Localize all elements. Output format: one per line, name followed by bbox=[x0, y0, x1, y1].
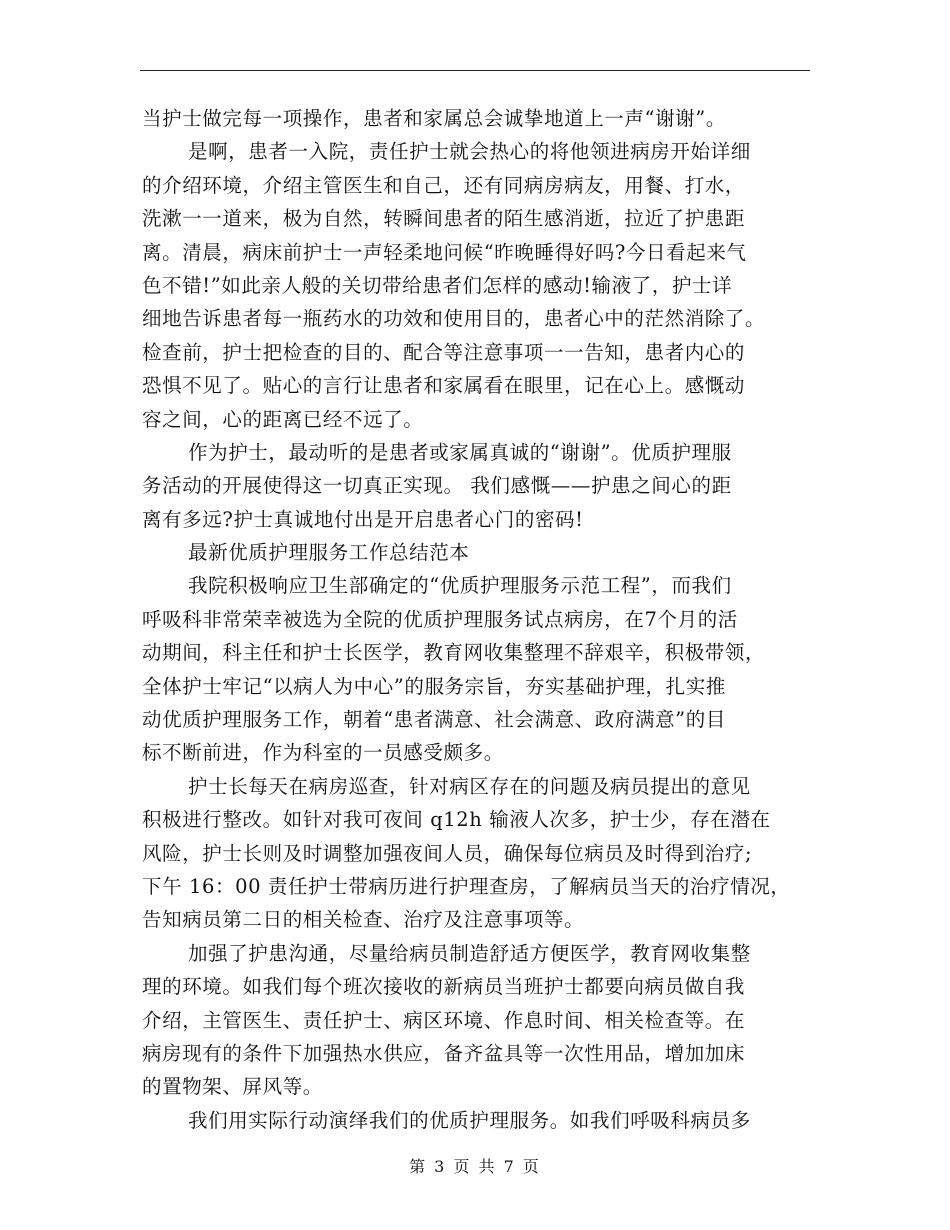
text-line: 的置物架、屏风等。 bbox=[142, 1075, 323, 1099]
text-line: 积极进行整改。如针对我可夜间 q12h 输液人次多，护士少，存在潜在 bbox=[142, 808, 771, 832]
text-line: 离有多远?护士真诚地付出是开启患者心门的密码! bbox=[142, 507, 584, 531]
text-line: 务活动的开展使得这一切真正实现。 我们感慨——护患之间心的距 bbox=[142, 474, 732, 498]
text-line: 是啊，患者一入院，责任护士就会热心的将他领进病房开始详细 bbox=[188, 140, 751, 164]
paragraph bbox=[142, 135, 812, 436]
text-line: 作为护士，最动听的是患者或家属真诚的“谢谢”。优质护理服 bbox=[188, 440, 732, 464]
text-line: 洗漱一一道来，极为自然，转瞬间患者的陌生感消逝，拉近了护患距 bbox=[142, 207, 746, 231]
text-line: 色不错!”如此亲人般的关切带给患者们怎样的感动!输液了，护士详 bbox=[142, 273, 733, 297]
text-line: 我院积极响应卫生部确定的“优质护理服务示范工程”，而我们 bbox=[188, 574, 732, 598]
text-line: 离。清晨，病床前护士一声轻柔地问候“昨晚睡得好吗?今日看起来气 bbox=[142, 240, 747, 264]
document-body bbox=[142, 102, 812, 1137]
text-line: 风险，护士长则及时调整加强夜间人员，确保每位病员及时得到治疗; bbox=[142, 841, 753, 865]
text-line: 恐惧不见了。贴心的言行让患者和家属看在眼里，记在心上。感慨动 bbox=[142, 374, 746, 398]
text-line: 理的环境。如我们每个班次接收的新病员当班护士都要向病员做自我 bbox=[142, 975, 746, 999]
paragraph bbox=[142, 436, 812, 536]
text-line: 我们用实际行动演绎我们的优质护理服务。如我们呼吸科病员多 bbox=[188, 1108, 751, 1132]
text-line: 全体护士牢记“以病人为中心”的服务宗旨，夯实基础护理，扎实推 bbox=[142, 674, 726, 698]
paragraph bbox=[142, 937, 812, 1104]
paragraph bbox=[142, 770, 812, 937]
text-line: 的介绍环境，介绍主管医生和自己，还有同病房病友，用餐、打水， bbox=[142, 173, 746, 197]
text-line: 动优质护理服务工作，朝着“患者满意、社会满意、政府满意”的目 bbox=[142, 708, 726, 732]
paragraph bbox=[142, 569, 812, 769]
paragraph bbox=[142, 1104, 812, 1137]
text-line: 细地告诉患者每一瓶药水的功效和使用目的，患者心中的茫然消除了。 bbox=[142, 307, 766, 331]
header-rule bbox=[140, 70, 810, 71]
text-line: 检查前，护士把检查的目的、配合等注意事项一一告知，患者内心的 bbox=[142, 340, 746, 364]
text-line: 告知病员第二日的相关检查、治疗及注意事项等。 bbox=[142, 908, 585, 932]
text-line: 当护士做完每一项操作，患者和家属总会诚挚地道上一声“谢谢”。 bbox=[142, 107, 726, 130]
page-number-label: 第 3 页 共 7 页 bbox=[409, 1157, 541, 1176]
text-line: 标不断前进，作为科室的一员感受颇多。 bbox=[142, 741, 504, 765]
page-footer bbox=[0, 1154, 950, 1177]
text-line: 最新优质护理服务工作总结范本 bbox=[188, 541, 470, 565]
text-line: 加强了护患沟通，尽量给病员制造舒适方便医学，教育网收集整 bbox=[188, 941, 751, 965]
text-line: 动期间，科主任和护士长医学，教育网收集整理不辞艰辛，积极带领， bbox=[142, 641, 766, 665]
text-line: 下午 16：00 责任护士带病历进行护理查房，了解病员当天的治疗情况， bbox=[142, 874, 791, 898]
text-line: 护士长每天在病房巡查，针对病区存在的问题及病员提出的意见 bbox=[188, 774, 751, 798]
text-line: 介绍，主管医生、责任护士、病区环境、作息时间、相关检查等。在 bbox=[142, 1008, 746, 1032]
paragraph bbox=[142, 102, 812, 135]
text-line: 呼吸科非常荣幸被选为全院的优质护理服务试点病房，在7个月的活 bbox=[142, 607, 738, 631]
paragraph bbox=[142, 536, 812, 569]
text-line: 病房现有的条件下加强热水供应，备齐盆具等一次性用品，增加加床 bbox=[142, 1041, 746, 1065]
text-line: 容之间，心的距离已经不远了。 bbox=[142, 407, 424, 431]
